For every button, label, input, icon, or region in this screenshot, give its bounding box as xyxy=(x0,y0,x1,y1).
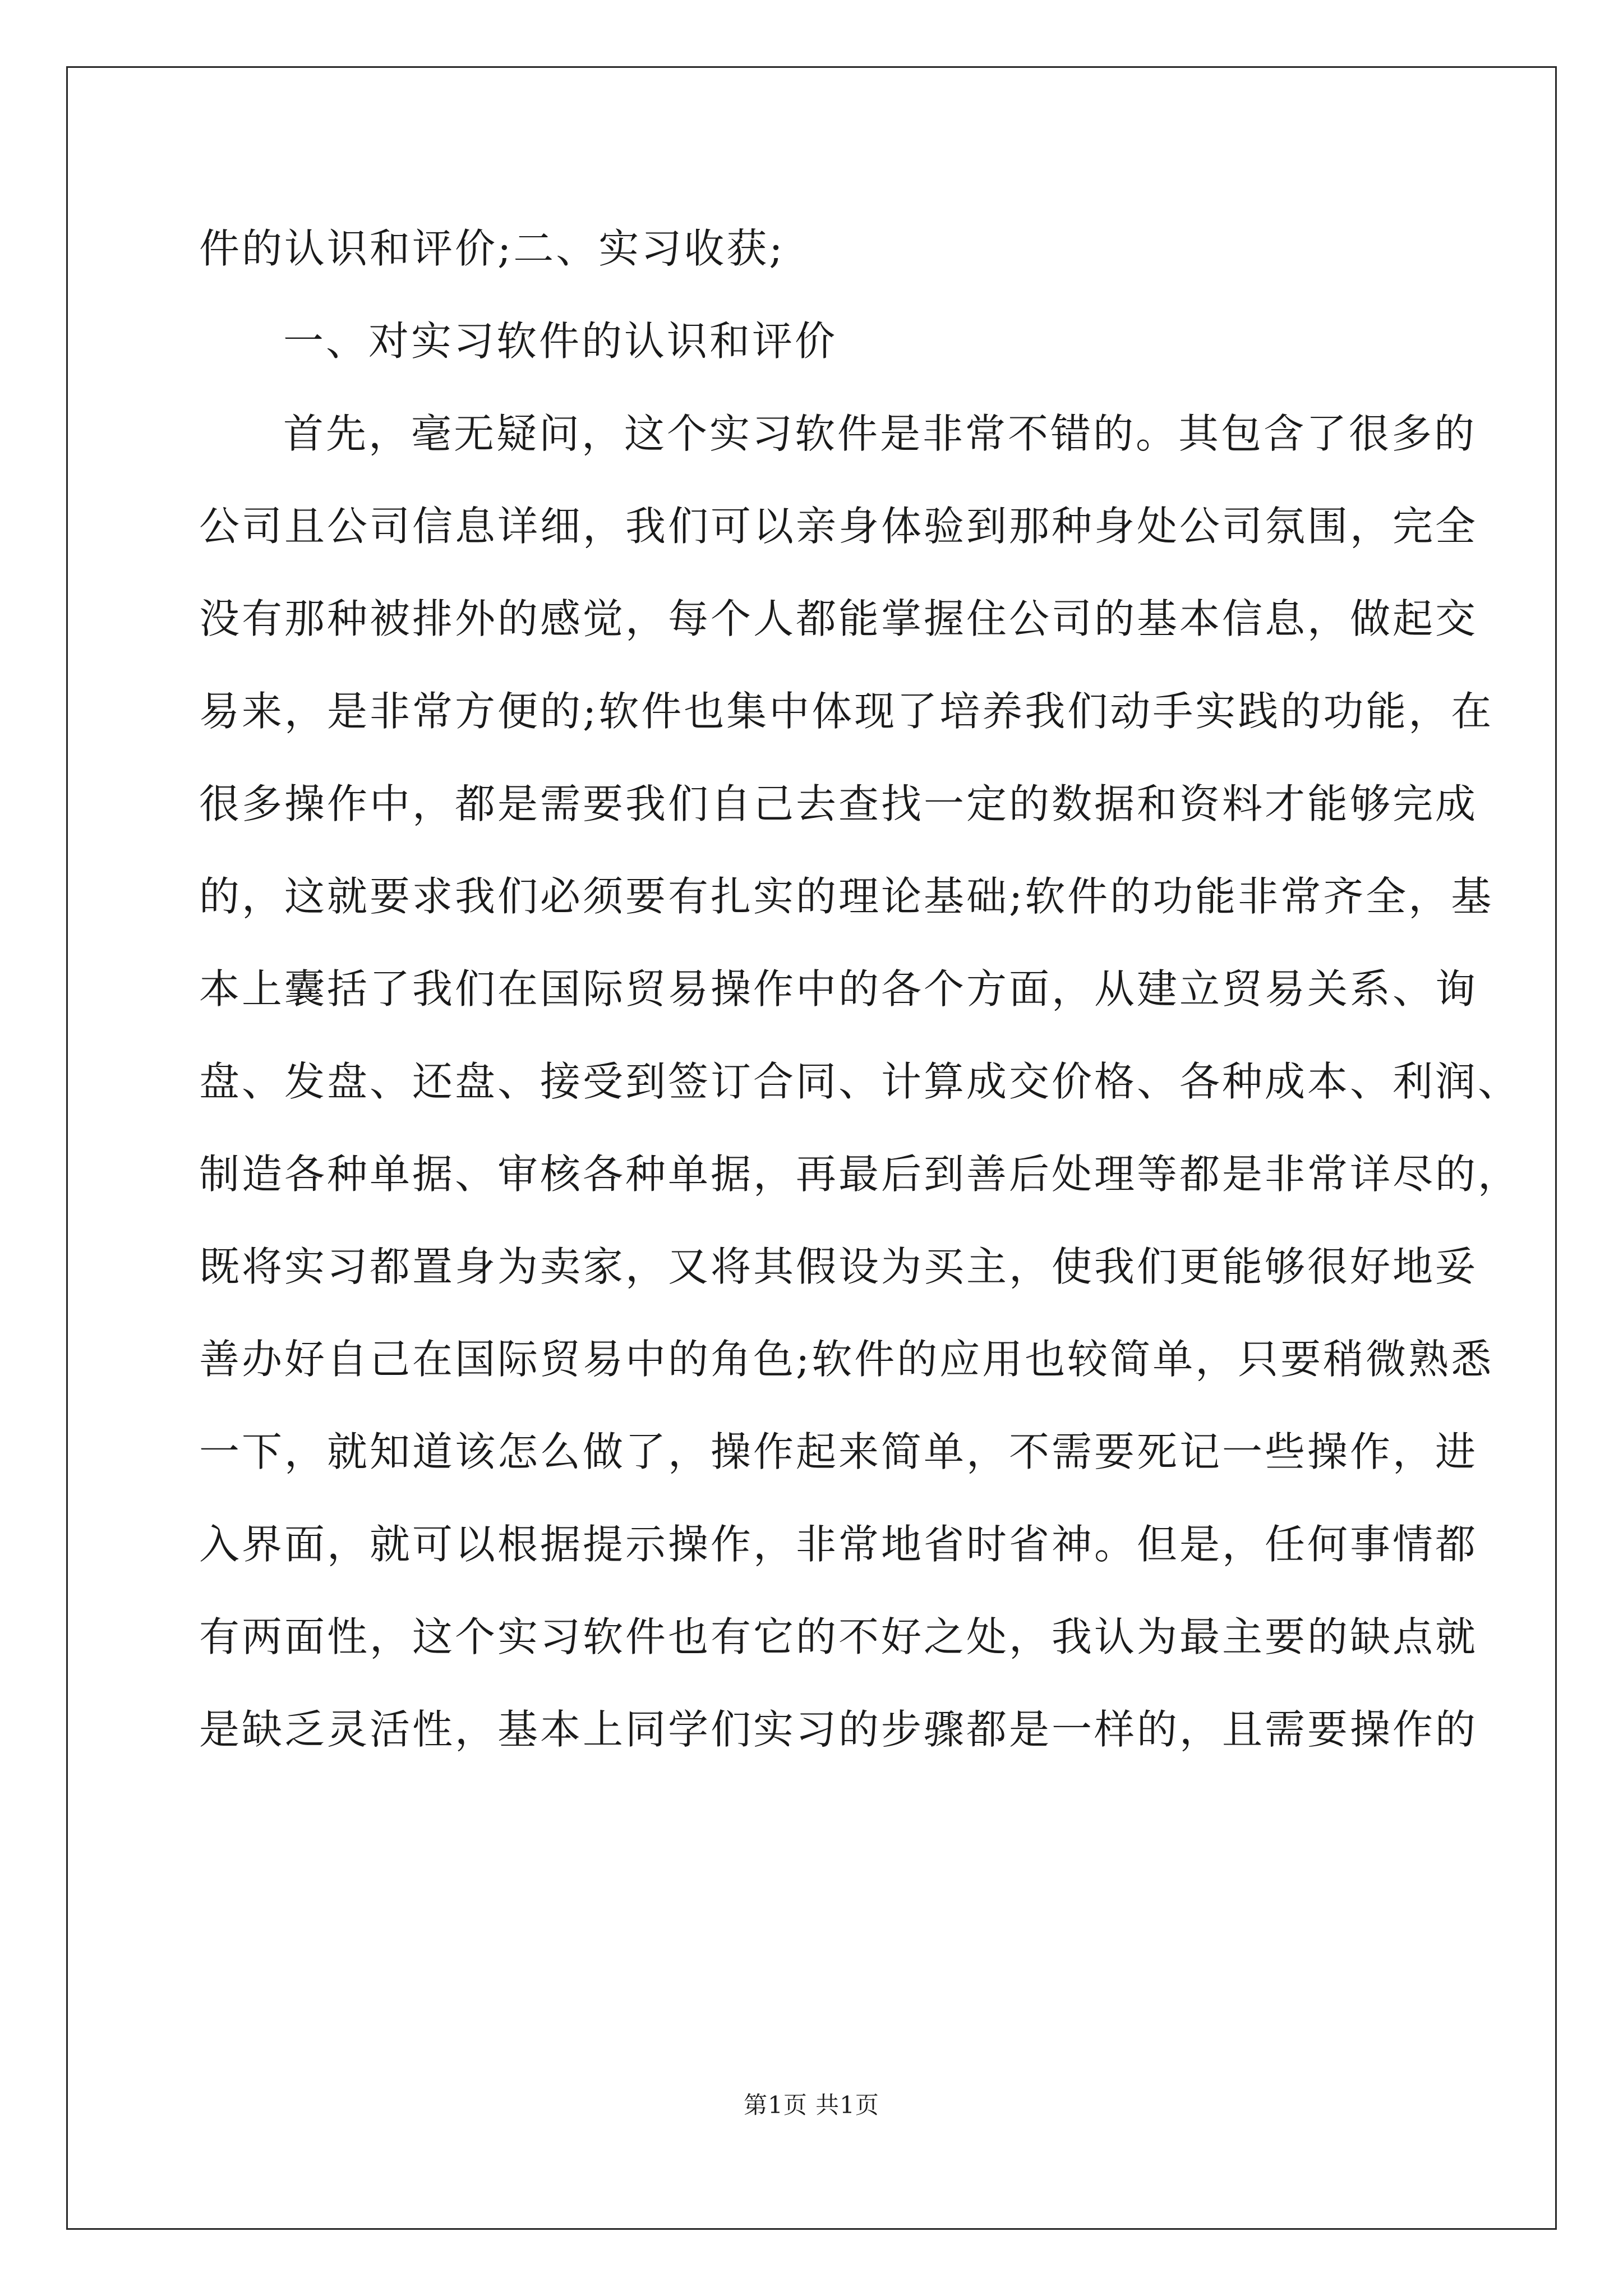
text-line: 制造各种单据、审核各种单据，再最后到善后处理等都是非常详尽的， xyxy=(199,1151,1521,1198)
text-line: 公司且公司信息详细，我们可以亲身体验到那种身处公司氛围，完全 xyxy=(199,503,1478,550)
text-line: 件的认识和评价;二、实习收获; xyxy=(199,225,785,272)
page-number-footer: 第1页 共1页 xyxy=(744,2091,879,2119)
text-line: 没有那种被排外的感觉，每个人都能掌握住公司的基本信息，做起交 xyxy=(199,595,1478,642)
text-line: 入界面，就可以根据提示操作，非常地省时省神。但是，任何事情都 xyxy=(199,1521,1478,1568)
text-line: 的，这就要求我们必须要有扎实的理论基础;软件的功能非常齐全，基 xyxy=(199,873,1494,920)
text-line: 有两面性，这个实习软件也有它的不好之处，我认为最主要的缺点就 xyxy=(199,1613,1478,1660)
text-line: 既将实习都置身为卖家，又将其假设为买主，使我们更能够很好地妥 xyxy=(199,1243,1478,1290)
text-line: 盘、发盘、还盘、接受到签订合同、计算成交价格、各种成本、利润、 xyxy=(199,1058,1521,1105)
text-line: 很多操作中，都是需要我们自己去查找一定的数据和资料才能够完成 xyxy=(199,780,1478,827)
section-heading: 一、对实习软件的认识和评价 xyxy=(283,318,838,365)
text-line: 一下，就知道该怎么做了，操作起来简单，不需要死记一些操作，进 xyxy=(199,1428,1478,1475)
text-line: 本上囊括了我们在国际贸易操作中的各个方面，从建立贸易关系、询 xyxy=(199,965,1478,1013)
text-line: 易来，是非常方便的;软件也集中体现了培养我们动手实践的功能，在 xyxy=(199,688,1494,735)
text-line: 首先，毫无疑问，这个实习软件是非常不错的。其包含了很多的 xyxy=(283,410,1477,457)
text-line: 是缺乏灵活性，基本上同学们实习的步骤都是一样的，且需要操作的 xyxy=(199,1706,1478,1753)
text-line: 善办好自己在国际贸易中的角色;软件的应用也较简单，只要稍微熟悉 xyxy=(199,1336,1494,1383)
